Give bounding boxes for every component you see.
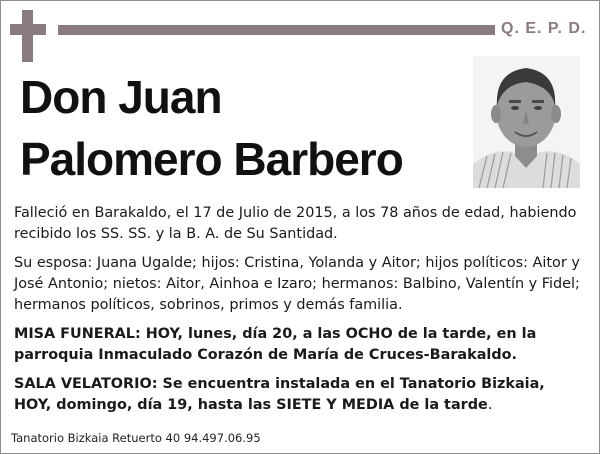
funeral-mass-text: MISA FUNERAL: HOY, lunes, día 20, a las OCHO de la tarde, en la parroquia Inmaculado Corazón de María de Cruces-Barakaldo. xyxy=(14,326,537,363)
wake-room-text: SALA VELATORIO: Se encuentra instalada en el Tanatorio Bizkaia, HOY, domingo, día 19, hasta las SIETE Y MEDIA de la tarde xyxy=(14,376,545,413)
obituary-body xyxy=(14,203,586,424)
deceased-name xyxy=(20,66,403,190)
death-notice: Falleció en Barakaldo, el 17 de Julio de 2015, a los 78 años de edad, habiendo recibido los SS. SS. y la B. A. de Su Santidad. xyxy=(14,205,577,242)
cross-icon-vertical xyxy=(22,10,33,62)
cross-icon-horizontal xyxy=(10,24,46,35)
funeral-home-contact: Tanatorio Bizkaia Retuerto 40 94.497.06.95 xyxy=(11,431,261,445)
name-line-1: Don Juan xyxy=(20,71,222,123)
family-list: Su esposa: Juana Ugalde; hijos: Cristina, Yolanda y Aitor; hijos políticos: Aitor y José Antonio; nietos: Aitor, Ainhoa e Izaro; hermanos: Balbino, Valentín y Fidel; hermanos políticos, sobrinos, primos y demás familia. xyxy=(14,255,580,313)
name-line-2: Palomero Barbero xyxy=(20,133,403,185)
wake-room xyxy=(14,374,586,416)
wake-room-end: . xyxy=(487,397,493,413)
portrait-photo xyxy=(473,56,580,188)
header-rule xyxy=(58,25,495,35)
funeral-mass xyxy=(14,324,586,366)
portrait-icon xyxy=(473,56,580,188)
qepd-label: Q. E. P. D. xyxy=(501,20,587,37)
